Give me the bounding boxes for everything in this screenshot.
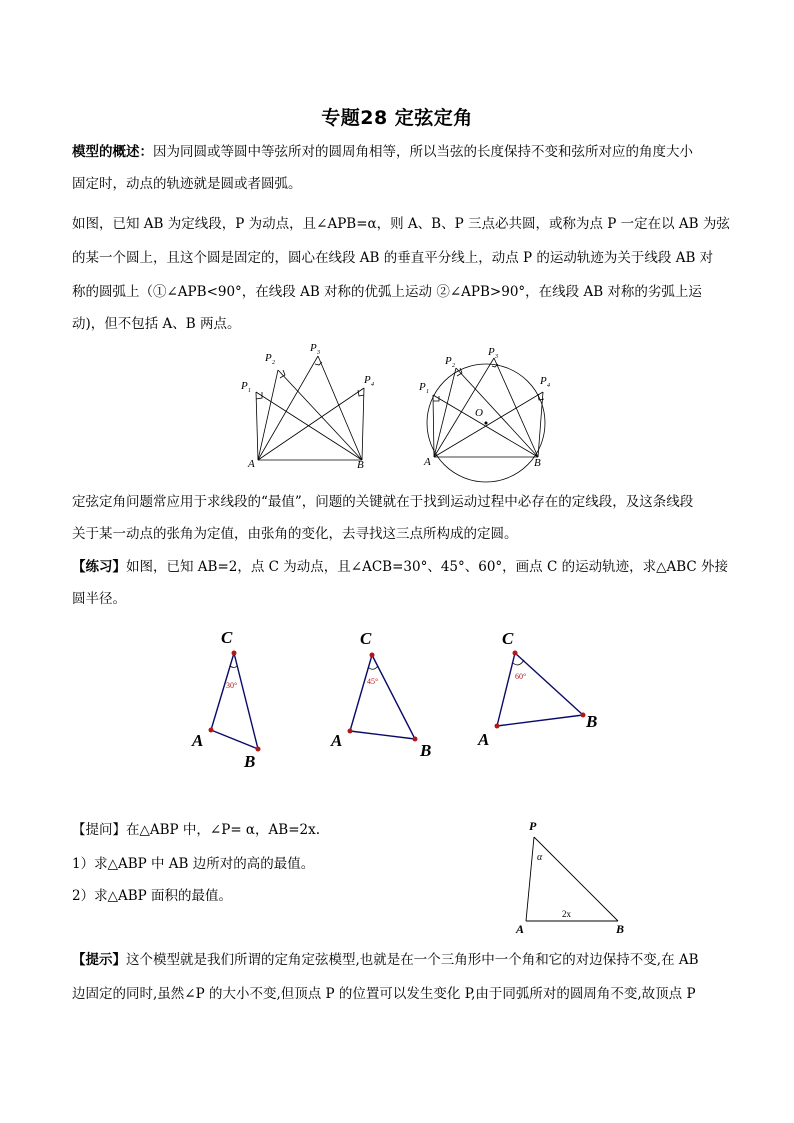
fig1-label-a: A xyxy=(248,458,255,470)
fig4-label-p: P xyxy=(529,819,537,833)
triangle-60 xyxy=(474,622,614,772)
fig1-label-p2: P xyxy=(265,352,272,364)
fig1-label-b: B xyxy=(357,459,364,471)
overview-paragraph xyxy=(72,140,732,165)
explain-line-4: 动)，但不包括 A、B 两点。 xyxy=(72,316,241,332)
explain-line-1: 如图，已知 AB 为定线段，P 为动点，且∠APB=α，则 A、B、P 三点必共圆，或称为点 P 一定在以 AB 为弦 xyxy=(72,216,730,232)
tri45-label-c: C xyxy=(360,629,372,648)
figure-circle-locus xyxy=(412,340,562,470)
hint-line-2: 边固定的同时,虽然∠P 的大小不变,但顶点 P 的位置可以发生变化 P,由于同弧所对的圆周角不变,故顶点 P xyxy=(72,986,696,1002)
tri30-label-a: A xyxy=(192,731,204,750)
page-title: 专题28 定弦定角 xyxy=(321,107,473,129)
fig1-sub-1: 1 xyxy=(248,388,251,394)
tri45-label-b: B xyxy=(420,741,432,760)
question-label: 【提问】 xyxy=(72,822,126,838)
fig4-label-b: B xyxy=(616,922,625,936)
hint-paragraph xyxy=(72,948,732,973)
exercise-label: 【练习】 xyxy=(72,559,126,575)
question-text: 在△ABP 中，∠P= α，AB=2x. xyxy=(126,822,321,838)
overview-line-1: 因为同圆或等圆中等弦所对的圆周角相等，所以当弦的长度保持不变和弦所对应的角度大小 xyxy=(153,144,693,160)
tri45-angle: 45° xyxy=(367,677,379,686)
fig2-label-o: O xyxy=(475,407,483,419)
fig1-sub-3: 3 xyxy=(317,350,320,356)
fig1-label-p4: P xyxy=(364,374,371,386)
exercise-line-1: 如图，已知 AB=2，点 C 为动点，且∠ACB=30°、45°、60°，画点 C 的运动轨迹，求△ABC 外接 xyxy=(126,559,729,575)
triangle-45 xyxy=(326,622,446,772)
usage-line-2: 关于某一动点的张角为定值，由张角的变化，去寻找这三点所构成的定圆。 xyxy=(72,526,518,542)
exercise-line-2: 圆半径。 xyxy=(72,591,126,607)
fig2-label-b: B xyxy=(534,457,541,469)
fig2-label-a: A xyxy=(424,456,431,468)
figure-fixed-chord-points xyxy=(236,340,386,470)
fig2-sub-2: 2 xyxy=(452,363,455,369)
hint-line-1: 这个模型就是我们所谓的定角定弦模型,也就是在一个三角形中一个角和它的对边保持不变,在 AB xyxy=(126,952,699,968)
fig2-label-p1: P xyxy=(419,381,426,393)
fig2-label-p4: P xyxy=(540,375,547,387)
explain-line-3: 称的圆弧上（①∠APB<90°，在线段 AB 对称的优弧上运动 ②∠APB>90°，在线段 AB 对称的劣弧上运 xyxy=(72,284,702,300)
question-2: 2）求△ABP 面积的最值。 xyxy=(72,888,233,904)
tri45-label-a: A xyxy=(331,731,343,750)
fig2-label-p3: P xyxy=(488,346,495,358)
fig2-sub-1: 1 xyxy=(426,389,429,395)
fig1-label-p3: P xyxy=(310,342,317,354)
exercise-paragraph xyxy=(72,555,732,580)
tri60-angle: 60° xyxy=(515,672,527,681)
fig2-sub-4: 4 xyxy=(547,383,550,389)
triangle-30 xyxy=(186,622,286,772)
fig1-sub-2: 2 xyxy=(272,360,275,366)
fig4-label-a: A xyxy=(516,922,525,936)
figure-triangle-abp xyxy=(510,815,640,940)
tri60-label-b: B xyxy=(586,712,598,731)
overview-label: 模型的概述： xyxy=(72,144,153,160)
fig2-sub-3: 3 xyxy=(495,354,498,360)
fig1-label-p1: P xyxy=(241,380,248,392)
overview-line-2: 固定时，动点的轨迹就是圆或者圆弧。 xyxy=(72,176,302,192)
tri30-angle: 30° xyxy=(226,681,238,690)
explain-line-2: 的某一个圆上，且这个圆是固定的，圆心在线段 AB 的垂直平分线上，动点 P 的运动轨迹为关于线段 AB 对 xyxy=(72,250,714,266)
usage-line-1: 定弦定角问题常应用于求线段的“最值”，问题的关键就在于找到运动过程中必存在的定线段，及这条线段 xyxy=(72,494,694,510)
tri60-label-c: C xyxy=(502,629,514,648)
fig4-side-label: 2x xyxy=(562,909,571,919)
hint-label: 【提示】 xyxy=(72,952,126,968)
tri30-label-c: C xyxy=(221,628,233,647)
fig2-label-p2: P xyxy=(445,355,452,367)
fig4-alpha: α xyxy=(537,852,543,863)
fig1-sub-4: 4 xyxy=(371,382,374,388)
question-1: 1）求△ABP 中 AB 边所对的高的最值。 xyxy=(72,856,315,872)
tri30-label-b: B xyxy=(244,752,256,771)
tri60-label-a: A xyxy=(478,730,490,749)
